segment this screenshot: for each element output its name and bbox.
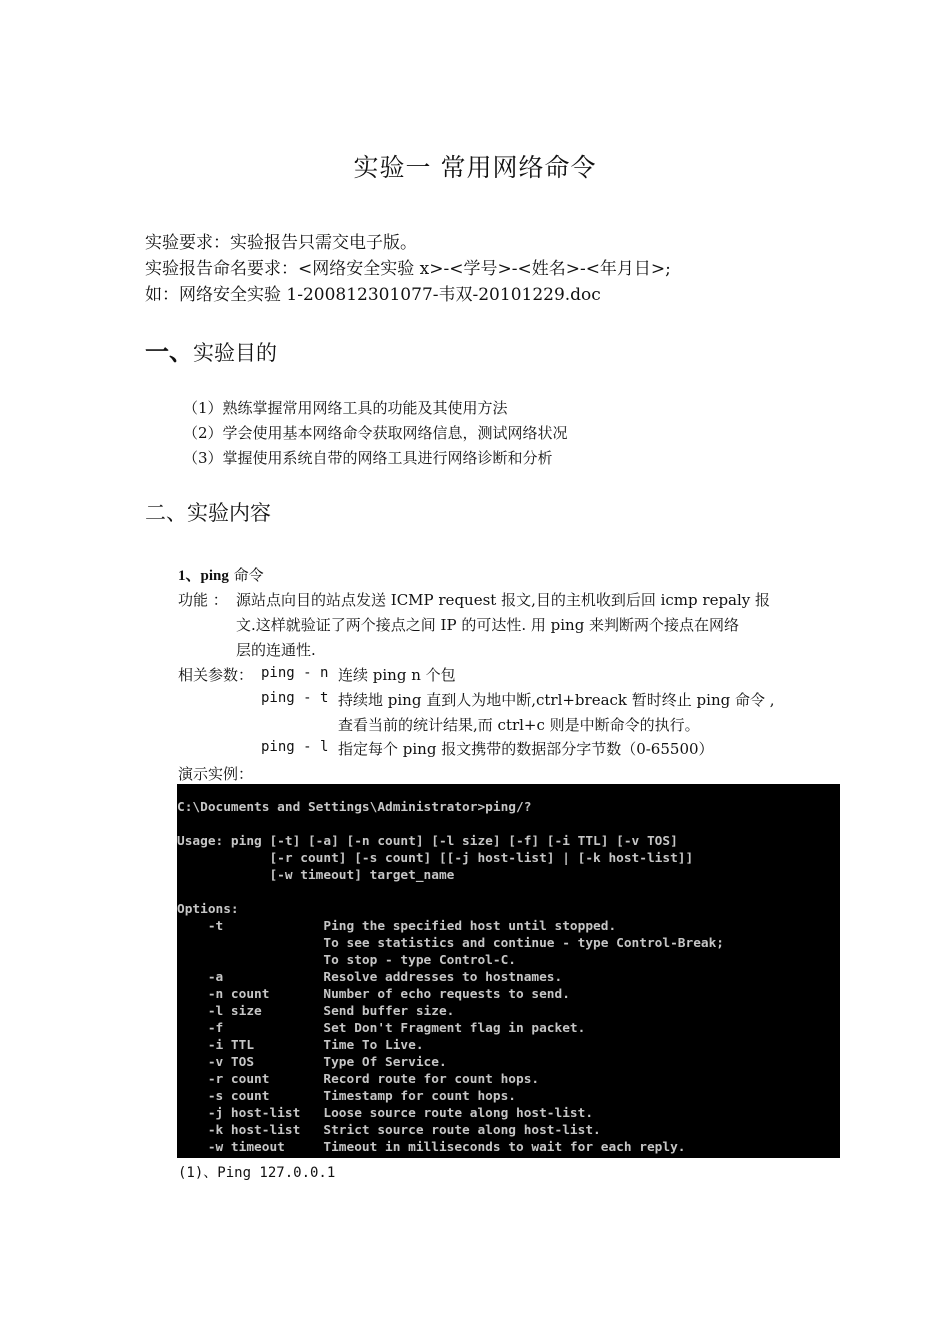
example-caption: (1)、Ping 127.0.0.1	[178, 1165, 336, 1181]
section-number: 一、	[145, 337, 193, 366]
requirement-line: 实验要求：实验报告只需交电子版。	[145, 233, 417, 253]
section-title: 实验目的	[193, 341, 277, 365]
param-description: 持续地 ping 直到人为地中断,ctrl+breack 暂时终止 ping 命令 ,	[338, 691, 775, 709]
section-heading-objectives	[145, 332, 277, 367]
naming-requirement-line: 实验报告命名要求：<网络安全实验 x>-<学号>-<姓名>-<年月日>;	[145, 259, 671, 279]
objective-item: （3）掌握使用系统自带的网络工具进行网络诊断和分析	[183, 449, 553, 467]
objective-item: （2）学会使用基本网络命令获取网络信息，测试网络状况	[183, 424, 568, 442]
function-text-line: 源站点向目的站点发送 ICMP request 报文,目的主机收到后回 icmp repaly 报	[236, 591, 771, 609]
param-description: 指定每个 ping 报文携带的数据部分字节数（0-65500）	[338, 740, 714, 758]
function-text-line: 层的连通性.	[236, 641, 316, 659]
param-description-continued: 查看当前的统计结果,而 ctrl+c 则是中断命令的执行。	[338, 716, 700, 734]
function-text-line: 文.这样就验证了两个接点之间 IP 的可达性. 用 ping 来判断两个接点在网络	[236, 616, 740, 634]
function-label: 功能 ：	[178, 591, 228, 609]
param-command: ping - t	[261, 690, 329, 706]
section-heading-content: 二、实验内容	[145, 501, 271, 525]
param-command: ping - l	[261, 739, 329, 755]
subsection-number: 1、ping	[178, 568, 229, 584]
naming-example-line: 如：网络安全实验 1-200812301077-韦双-20101229.doc	[145, 285, 601, 305]
document-title: 实验一 常用网络命令	[353, 153, 597, 182]
subsection-text: 命令	[228, 566, 264, 584]
demo-label: 演示实例：	[178, 765, 254, 783]
terminal-screenshot	[177, 784, 840, 1158]
param-command: ping - n	[261, 665, 329, 681]
subsection-heading-ping	[178, 564, 264, 585]
objective-item: （1）熟练掌握常用网络工具的功能及其使用方法	[183, 399, 508, 417]
param-description: 连续 ping n 个包	[338, 666, 456, 684]
terminal-output: C:\Documents and Settings\Administrator>ping/? Usage: ping [-t] [-a] [-n count] [-l size] [-f] [-i TTL] [-v TOS] [-r count] [-s count] [[-j host-list] | [-k host-list]] [-w timeout] target_name Options: -t Ping the specified host until stopped. To see statistics and continue - type Control-Break; To stop - type Control-C. -a Resolve addresses to hostnames. -n count Number of echo requests to send. -l size Send buffer size. -f Set Don't Fragment flag in packet. -i TTL Time To Live. -v TOS Type Of Service. -r count Record route for count hops. -s count Timestamp for count hops. -j host-list Loose source route along host-list. -k host-list Strict source route along host-list. -w timeout Timeout in milliseconds to wait for each reply.	[177, 800, 725, 1155]
params-label: 相关参数：	[178, 666, 254, 684]
